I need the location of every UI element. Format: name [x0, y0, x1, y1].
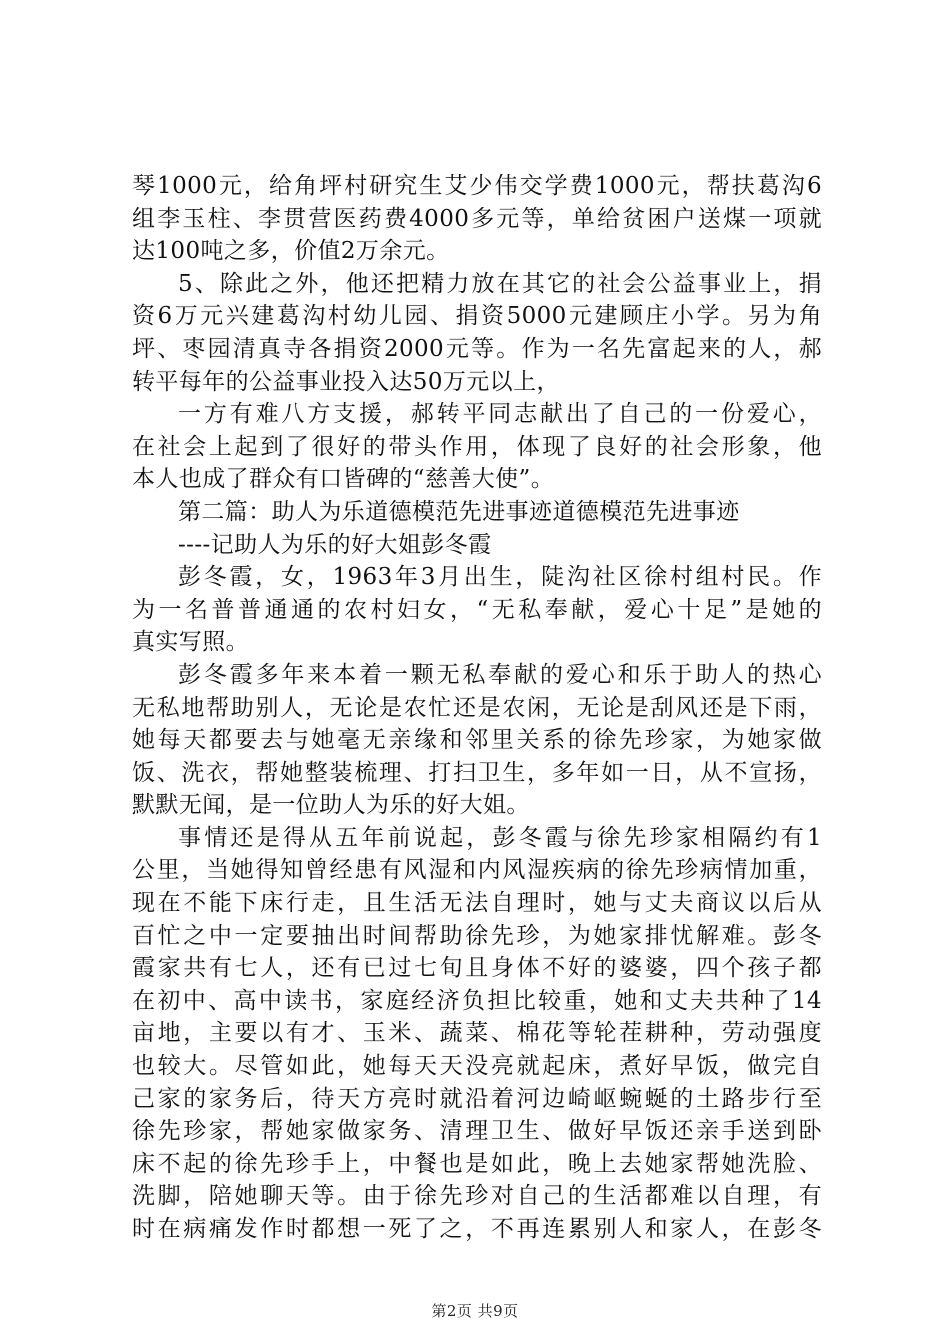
- text-line-23: 现在不能下床行走，且生活无法自理时，她与丈夫商议以后从: [132, 890, 822, 917]
- page-number-footer: 第2页 共9页: [431, 1302, 519, 1320]
- text-line-29: 己家的家务后，待天方亮时就沿着河边崎岖蜿蜒的土路步行至: [132, 1085, 822, 1112]
- section-subheading: ----记助人为乐的好大姐彭冬霞: [178, 531, 492, 558]
- text-line-14: 为一名普普通通的农村妇女，“无私奉献，爱心十足”是她的: [132, 596, 822, 623]
- text-line-33: 时在病痛发作时都想一死了之，不再连累别人和家人，在彭冬: [132, 1216, 822, 1242]
- text-line-25: 霞家共有七人，还有已过七旬且身体不好的婆婆，四个孩子都: [132, 955, 822, 982]
- text-line-3: 达100吨之多，价值2万余元。: [132, 238, 450, 265]
- text-line-13: 彭冬霞，女，1963年3月出生，陡沟社区徐村组村民。作: [178, 564, 822, 591]
- text-line-6: 坪、枣园清真寺各捐资2000元等。作为一名先富起来的人，郝: [132, 335, 822, 362]
- text-line-10: 本人也成了群众有口皆碑的“慈善大使”。: [132, 466, 555, 493]
- text-line-1: 琴1000元，给角坪村研究生艾少伟交学费1000元，帮扶葛沟6: [132, 173, 822, 199]
- text-line-32: 洗脚，陪她聊天等。由于徐先珍对自己的生活都难以自理，有: [132, 1183, 822, 1210]
- text-line-9: 在社会上起到了很好的带头作用，体现了良好的社会形象，他: [132, 433, 822, 460]
- text-line-7: 转平每年的公益事业投入达50万元以上，: [132, 368, 560, 395]
- text-line-8: 一方有难八方支援，郝转平同志献出了自己的一份爱心，: [178, 401, 822, 428]
- text-line-24: 百忙之中一定要抽出时间帮助徐先珍，为她家排忧解难。彭冬: [132, 922, 822, 949]
- text-line-18: 她每天都要去与她毫无亲缘和邻里关系的徐先珍家，为她家做: [132, 727, 822, 754]
- text-line-31: 床不起的徐先珍手上，中餐也是如此，晚上去她家帮她洗脸、: [132, 1150, 822, 1177]
- section-heading: 第二篇：助人为乐道德模范先进事迹道德模范先进事迹: [178, 498, 740, 525]
- text-line-16: 彭冬霞多年来本着一颗无私奉献的爱心和乐于助人的热心: [178, 661, 822, 688]
- text-line-30: 徐先珍家，帮她家做家务、清理卫生、做好早饭还亲手送到卧: [132, 1118, 822, 1145]
- text-line-21: 事情还是得从五年前说起，彭冬霞与徐先珍家相隔约有1: [178, 824, 822, 851]
- text-line-17: 无私地帮助别人，无论是农忙还是农闲，无论是刮风还是下雨，: [132, 694, 822, 721]
- text-line-2: 组李玉柱、李贯营医药费4000多元等，单给贫困户送煤一项就: [132, 205, 822, 232]
- text-line-15: 真实写照。: [132, 629, 249, 656]
- text-line-26: 在初中、高中读书，家庭经济负担比较重，她和丈夫共种了14: [132, 987, 822, 1014]
- text-line-4: 5、除此之外，他还把精力放在其它的社会公益事业上，捐: [178, 270, 822, 297]
- text-line-28: 也较大。尽管如此，她每天天没亮就起床，煮好早饭，做完自: [132, 1053, 822, 1080]
- text-line-27: 亩地，主要以有才、玉米、蔬菜、棉花等轮茬耕种，劳动强度: [132, 1020, 822, 1047]
- text-line-19: 饭、洗衣，帮她整装梳理、打扫卫生，多年如一日，从不宣扬，: [132, 759, 822, 786]
- document-body: [132, 170, 822, 1246]
- text-line-5: 资6万元兴建葛沟村幼儿园、捐资5000元建顾庄小学。另为角: [132, 303, 822, 330]
- text-line-22: 公里，当她得知曾经患有风湿和内风湿疾病的徐先珍病情加重，: [132, 857, 822, 884]
- text-line-20: 默默无闻，是一位助人为乐的好大姐。: [132, 792, 530, 819]
